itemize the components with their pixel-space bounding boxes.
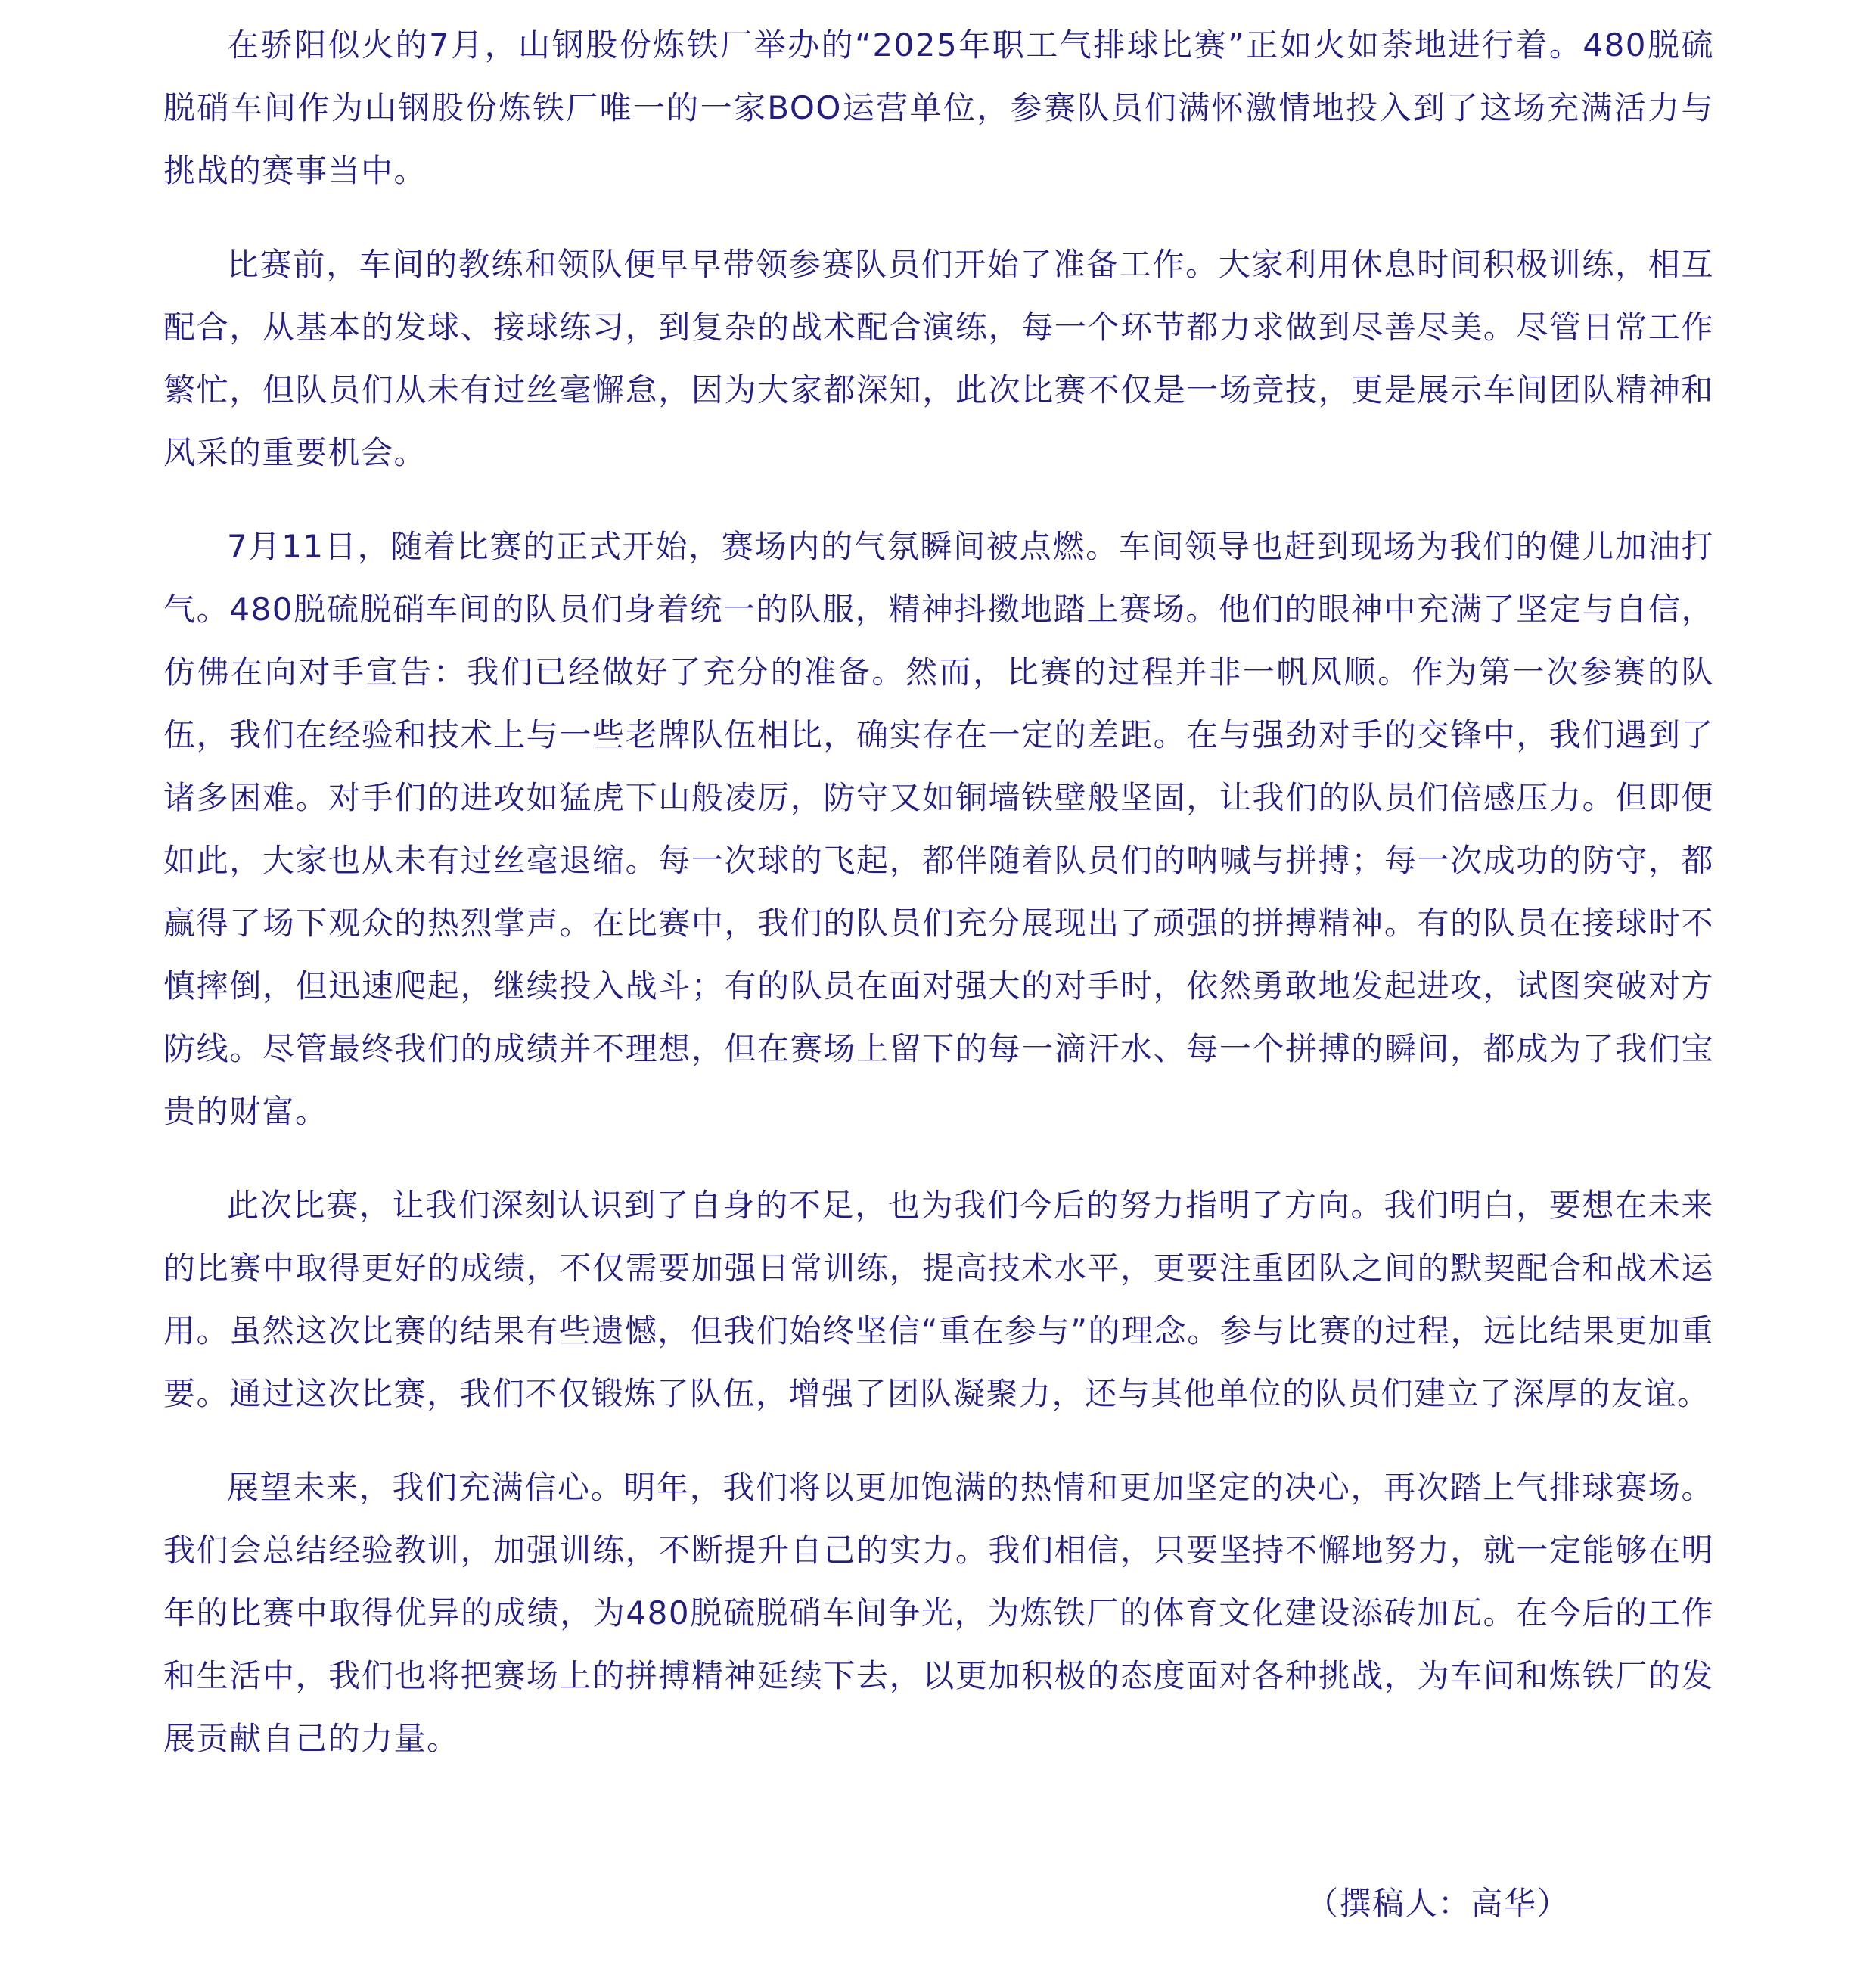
paragraph-reflection: 此次比赛，让我们深刻认识到了自身的不足，也为我们今后的努力指明了方向。我们明白，要想在未来的比赛中取得更好的成绩，不仅需要加强日常训练，提高技术水平，更要注重团队之间的默契配合和战术运用。虽然这次比赛的结果有些遗憾，但我们始终坚信“重在参与”的理念。参与比赛的过程，远比结果更加重要。通过这次比赛，我们不仅锻炼了队伍，增强了团队凝聚力，还与其他单位的队员们建立了深厚的友谊。	[163, 1187, 1714, 1412]
paragraph-outlook: 展望未来，我们充满信心。明年，我们将以更加饱满的热情和更加坚定的决心，再次踏上气排球赛场。我们会总结经验教训，加强训练，不断提升自己的实力。我们相信，只要坚持不懈地努力，就一定能够在明年的比赛中取得优异的成绩，为480脱硫脱硝车间争光，为炼铁厂的体育文化建设添砖加瓦。在今后的工作和生活中，我们也将把赛场上的拼搏精神延续下去，以更加积极的态度面对各种挑战，为车间和炼铁厂的发展贡献自己的力量。	[163, 1469, 1714, 1757]
paragraph-intro: 在骄阳似火的7月，山钢股份炼铁厂举办的“2025年职工气排球比赛”正如火如荼地进行着。480脱硫脱硝车间作为山钢股份炼铁厂唯一的一家BOO运营单位，参赛队员们满怀激情地投入到了这场充满活力与挑战的赛事当中。	[163, 26, 1714, 189]
article-body	[163, 14, 1714, 1801]
author-signature: （撰稿人：高华）	[1306, 1885, 1570, 1922]
paragraph-match: 7月11日，随着比赛的正式开始，赛场内的气氛瞬间被点燃。车间领导也赶到现场为我们的健儿加油打气。480脱硫脱硝车间的队员们身着统一的队服，精神抖擞地踏上赛场。他们的眼神中充满了坚定与自信，仿佛在向对手宣告：我们已经做好了充分的准备。然而，比赛的过程并非一帆风顺。作为第一次参赛的队伍，我们在经验和技术上与一些老牌队伍相比，确实存在一定的差距。在与强劲对手的交锋中，我们遇到了诸多困难。对手们的进攻如猛虎下山般凌厉，防守又如铜墙铁壁般坚固，让我们的队员们倍感压力。但即便如此，大家也从未有过丝毫退缩。每一次球的飞起，都伴随着队员们的呐喊与拼搏；每一次成功的防守，都赢得了场下观众的热烈掌声。在比赛中，我们的队员们充分展现出了顽强的拼搏精神。有的队员在接球时不慎摔倒，但迅速爬起，继续投入战斗；有的队员在面对强大的对手时，依然勇敢地发起进攻，试图突破对方防线。尽管最终我们的成绩并不理想，但在赛场上留下的每一滴汗水、每一个拼搏的瞬间，都成为了我们宝贵的财富。	[163, 528, 1714, 1130]
paragraph-preparation: 比赛前，车间的教练和领队便早早带领参赛队员们开始了准备工作。大家利用休息时间积极训练，相互配合，从基本的发球、接球练习，到复杂的战术配合演练，每一个环节都力求做到尽善尽美。尽管日常工作繁忙，但队员们从未有过丝毫懈怠，因为大家都深知，此次比赛不仅是一场竞技，更是展示车间团队精神和风采的重要机会。	[163, 246, 1714, 471]
